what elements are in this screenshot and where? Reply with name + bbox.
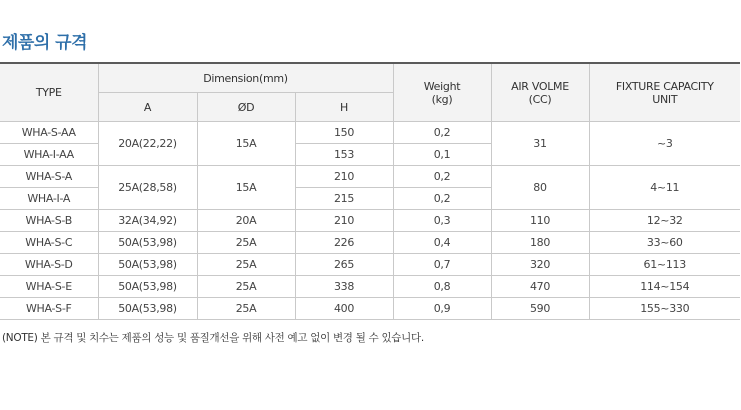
cell-fixture: 12~32 <box>589 210 740 232</box>
cell-type: WHA-S-A <box>0 166 98 188</box>
header-weight: Weight (kg) <box>393 63 491 122</box>
cell-weight: 0,9 <box>393 298 491 320</box>
cell-a: 50A(53,98) <box>98 232 197 254</box>
cell-weight: 0,4 <box>393 232 491 254</box>
spec-table <box>0 62 740 320</box>
cell-weight: 0,2 <box>393 122 491 144</box>
cell-a: 20A(22,22) <box>98 122 197 166</box>
cell-type: WHA-S-F <box>0 298 98 320</box>
cell-d: 20A <box>197 210 295 232</box>
header-fixture-capacity: FIXTURE CAPACITY UNIT <box>589 63 740 122</box>
cell-fixture: 4~11 <box>589 166 740 210</box>
table-row <box>0 166 740 188</box>
cell-d: 25A <box>197 276 295 298</box>
cell-d: 25A <box>197 298 295 320</box>
cell-a: 50A(53,98) <box>98 254 197 276</box>
cell-weight: 0,8 <box>393 276 491 298</box>
header-row <box>0 63 740 93</box>
cell-a: 25A(28,58) <box>98 166 197 210</box>
header-d: ØD <box>197 93 295 122</box>
cell-h: 153 <box>295 144 393 166</box>
cell-weight: 0,3 <box>393 210 491 232</box>
table-row <box>0 254 740 276</box>
cell-air: 110 <box>491 210 589 232</box>
cell-a: 32A(34,92) <box>98 210 197 232</box>
cell-d: 15A <box>197 166 295 210</box>
header-air-volume: AIR VOLME (CC) <box>491 63 589 122</box>
cell-h: 210 <box>295 210 393 232</box>
cell-h: 215 <box>295 188 393 210</box>
cell-h: 150 <box>295 122 393 144</box>
cell-weight: 0,1 <box>393 144 491 166</box>
header-type: TYPE <box>0 63 98 122</box>
cell-h: 210 <box>295 166 393 188</box>
cell-type: WHA-S-E <box>0 276 98 298</box>
header-dimension: Dimension(mm) <box>98 63 393 93</box>
header-a: A <box>98 93 197 122</box>
cell-h: 338 <box>295 276 393 298</box>
cell-fixture: 155~330 <box>589 298 740 320</box>
cell-weight: 0,2 <box>393 188 491 210</box>
table-row <box>0 232 740 254</box>
cell-h: 226 <box>295 232 393 254</box>
cell-h: 400 <box>295 298 393 320</box>
cell-air: 320 <box>491 254 589 276</box>
cell-fixture: 33~60 <box>589 232 740 254</box>
cell-a: 50A(53,98) <box>98 298 197 320</box>
cell-fixture: 114~154 <box>589 276 740 298</box>
cell-air: 470 <box>491 276 589 298</box>
page-title: 제품의 규격 <box>2 33 88 53</box>
table-row <box>0 298 740 320</box>
cell-air: 80 <box>491 166 589 210</box>
table-row <box>0 276 740 298</box>
cell-air: 31 <box>491 122 589 166</box>
cell-a: 50A(53,98) <box>98 276 197 298</box>
cell-d: 25A <box>197 232 295 254</box>
cell-type: WHA-S-D <box>0 254 98 276</box>
cell-type: WHA-S-AA <box>0 122 98 144</box>
cell-d: 25A <box>197 254 295 276</box>
cell-type: WHA-I-A <box>0 188 98 210</box>
cell-weight: 0,2 <box>393 166 491 188</box>
cell-fixture: 61~113 <box>589 254 740 276</box>
cell-fixture: ~3 <box>589 122 740 166</box>
cell-h: 265 <box>295 254 393 276</box>
table-row <box>0 210 740 232</box>
cell-air: 590 <box>491 298 589 320</box>
table-row <box>0 122 740 144</box>
header-h: H <box>295 93 393 122</box>
cell-air: 180 <box>491 232 589 254</box>
cell-weight: 0,7 <box>393 254 491 276</box>
note-text: (NOTE) 본 규격 및 치수는 제품의 성능 및 품질개선을 위해 사전 예고 없이 변경 될 수 있습니다. <box>2 332 424 344</box>
cell-type: WHA-S-B <box>0 210 98 232</box>
cell-type: WHA-I-AA <box>0 144 98 166</box>
cell-d: 15A <box>197 122 295 166</box>
cell-type: WHA-S-C <box>0 232 98 254</box>
